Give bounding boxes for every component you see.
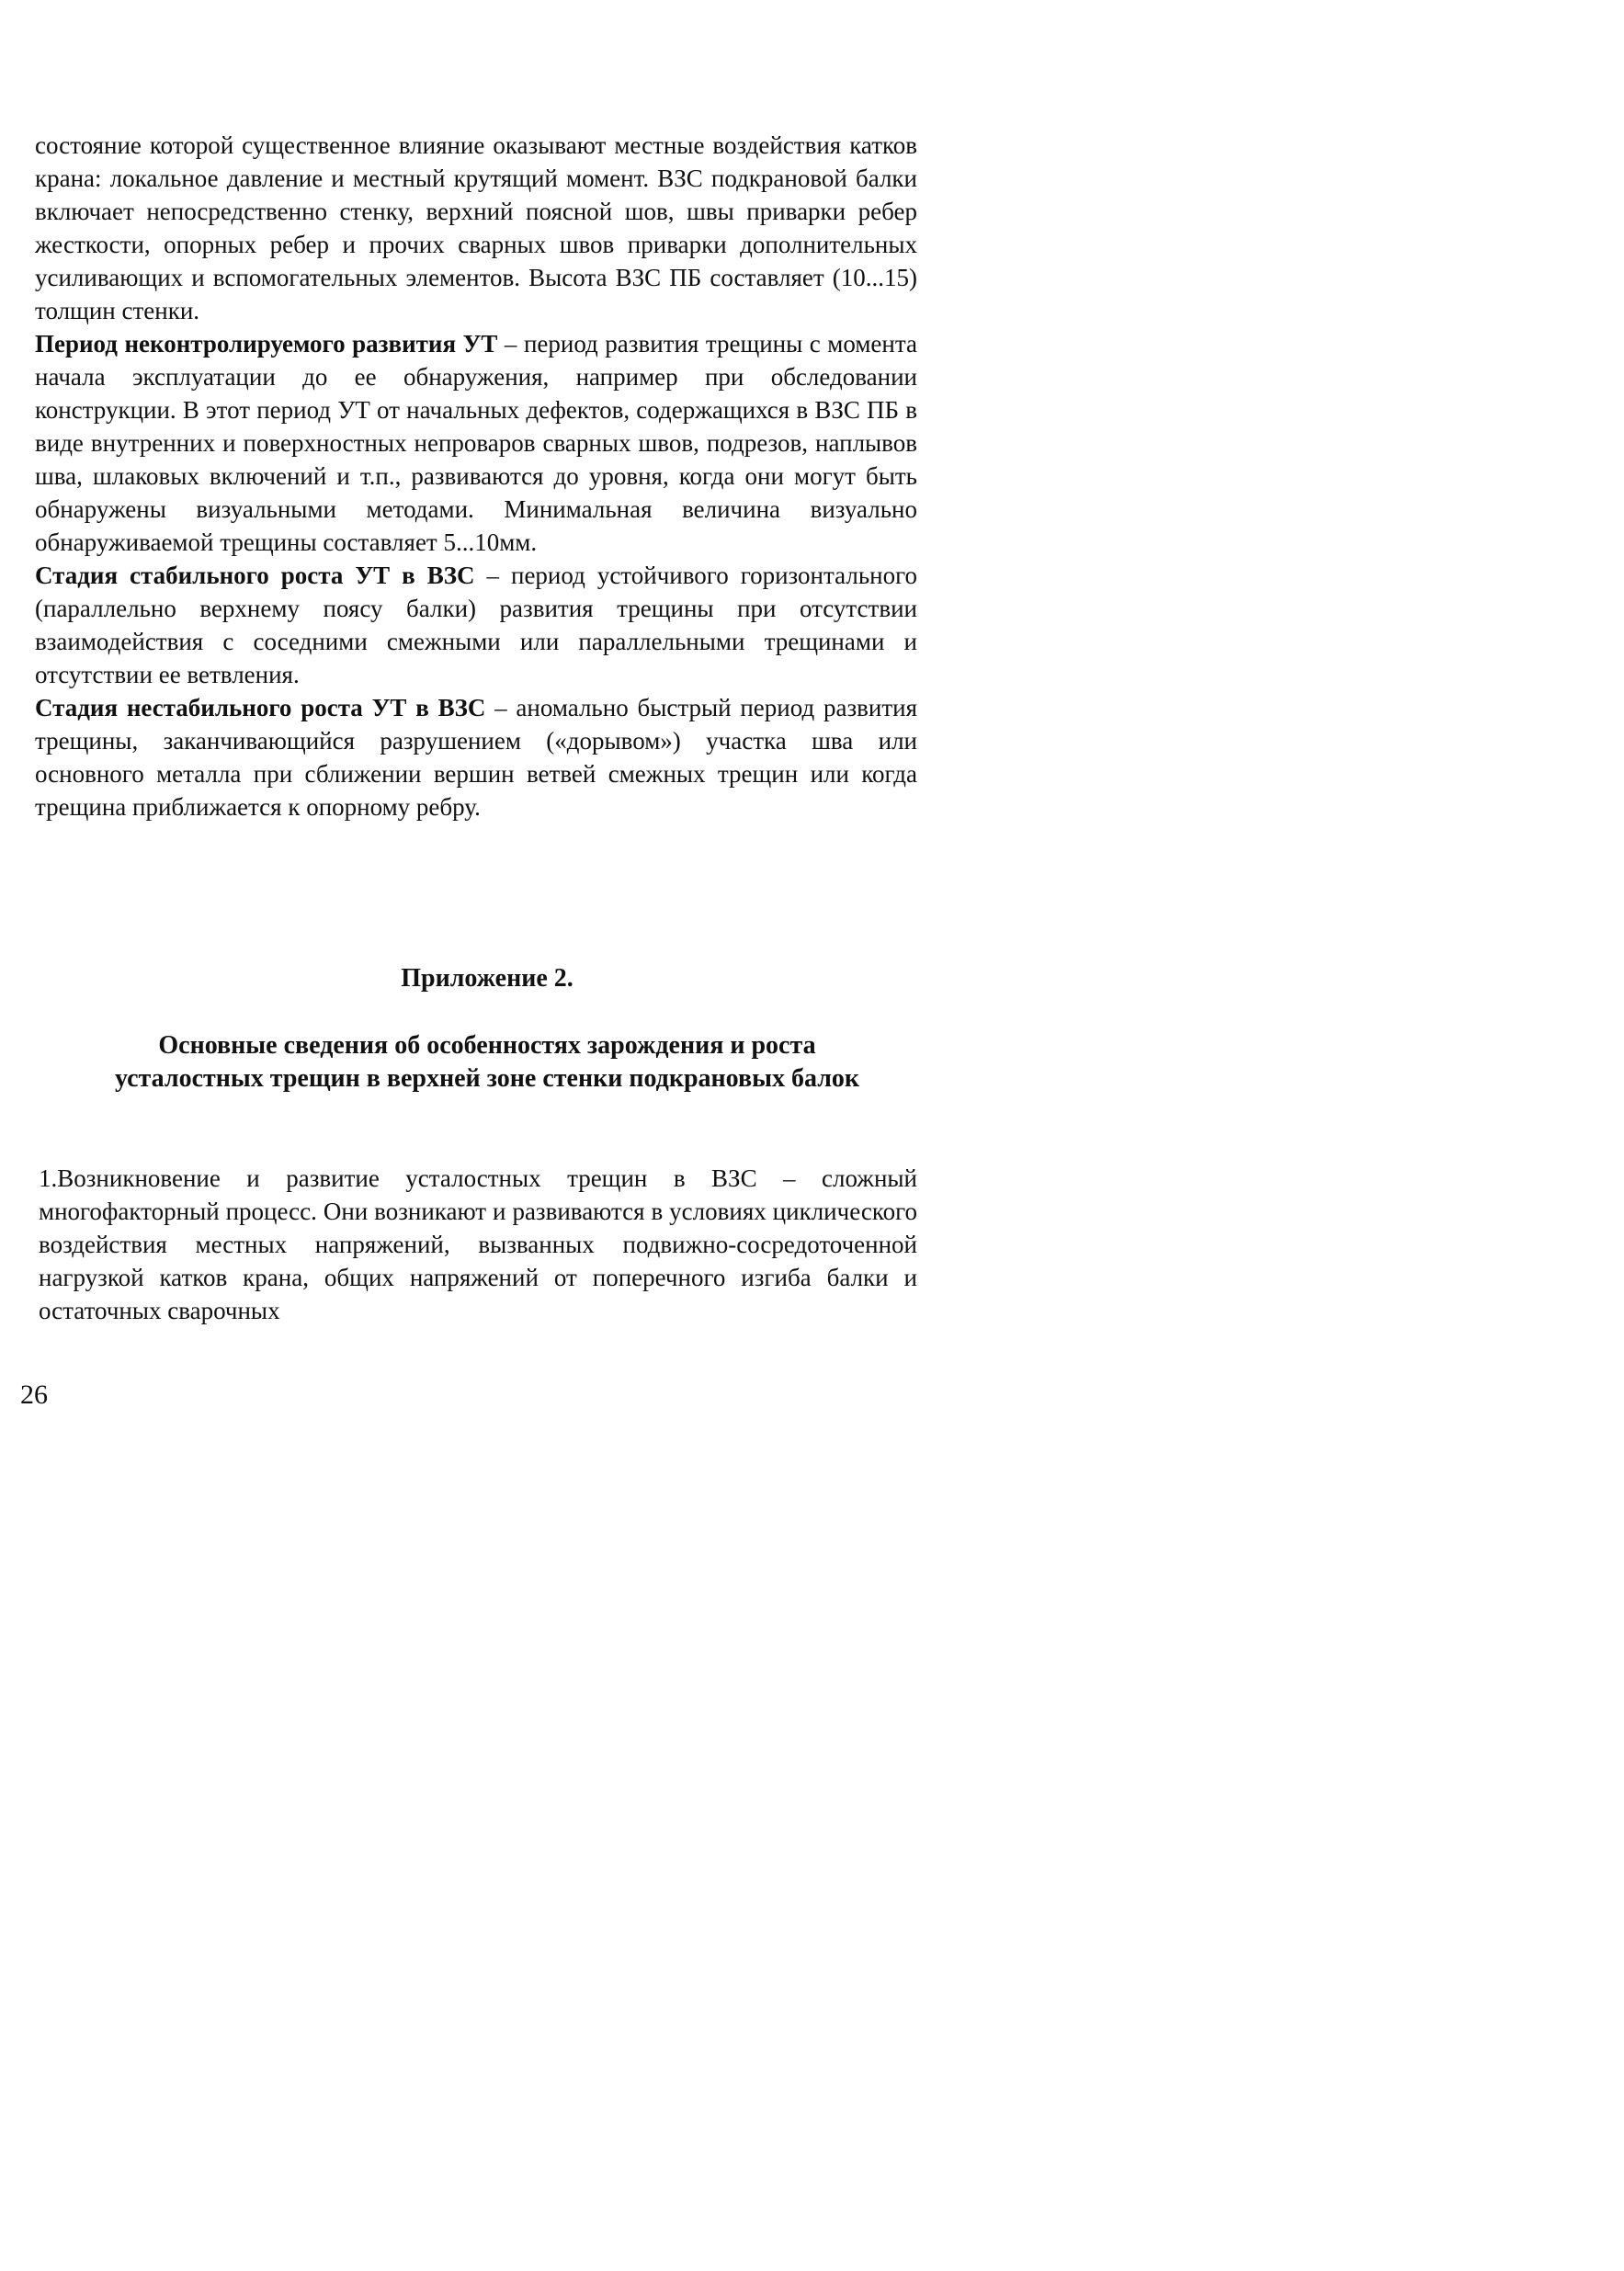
term-unstable-growth: Стадия нестабильного роста УТ в ВЗС [35, 694, 486, 721]
point-1-paragraph: 1.Возникновение и развитие усталостных трещин в ВЗС – сложный многофакторный процесс. Они возникают и развиваются в условиях циклического воздействия местных напряжений, вызванных подвижно-сосредоточенной нагрузкой катков крана, общих напряжений от поперечного изгиба балки и остаточных сварочных [39, 1164, 917, 1324]
point-1-block [39, 1162, 917, 1327]
appendix-title: Приложение 2. [401, 964, 574, 993]
main-text-block [35, 129, 917, 823]
term-stable-growth: Стадия стабильного роста УТ в ВЗС [35, 562, 475, 589]
definition-unstable-growth: – аномально быстрый период развития трещины, заканчивающийся разрушением («дорывом») участка шва или основного металла при сближении вершин ветвей смежных трещин или когда трещина приближается к опорному ребру. [35, 694, 918, 821]
definition-stable-growth: – период устойчивого горизонтального (параллельно верхнему поясу балки) развития трещины при отсутствии взаимодействия с соседними смежными или параллельными трещинами и отсутствии ее ветвления. [35, 562, 917, 688]
term-uncontrolled-growth: Период неконтролируемого развития УТ [35, 330, 498, 358]
page-number: 26 [20, 1380, 48, 1410]
document-page [0, 0, 1042, 1458]
appendix-heading-line-2: усталостных трещин в верхней зоне стенки подкрановых балок [114, 1064, 860, 1093]
appendix-heading [37, 1029, 937, 1096]
paragraph-unstable-growth [35, 691, 917, 823]
definition-uncontrolled-growth: – период развития трещины с момента начала эксплуатации до ее обнаружения, например при обследовании конструкции. В этот период УТ от начальных дефектов, содержащихся в ВЗС ПБ в виде внутренних и поверхностных непроваров сварных швов, подрезов, наплывов шва, шлаковых включений и т.п., развиваются до уровня, когда они могут быть обнаружены визуальными методами. Минимальная величина визуально обнаруживаемой трещины составляет 5...10мм. [35, 330, 917, 556]
paragraph-uncontrolled-growth [35, 327, 917, 559]
appendix-heading-line-1: Основные сведения об особенностях зарождения и роста [158, 1031, 816, 1060]
paragraph-stable-growth [35, 559, 917, 691]
paragraph-continuation: состояние которой существенное влияние оказывают местные воздействия катков крана: локальное давление и местный крутящий момент. ВЗС подкрановой балки включает непосредственно стенку, верхний поясной шов, швы приварки ребер жесткости, опорных ребер и прочих сварных швов приварки дополнительных усиливающих и вспомогательных элементов. Высота ВЗС ПБ составляет (10...15) толщин стенки. [35, 131, 917, 324]
